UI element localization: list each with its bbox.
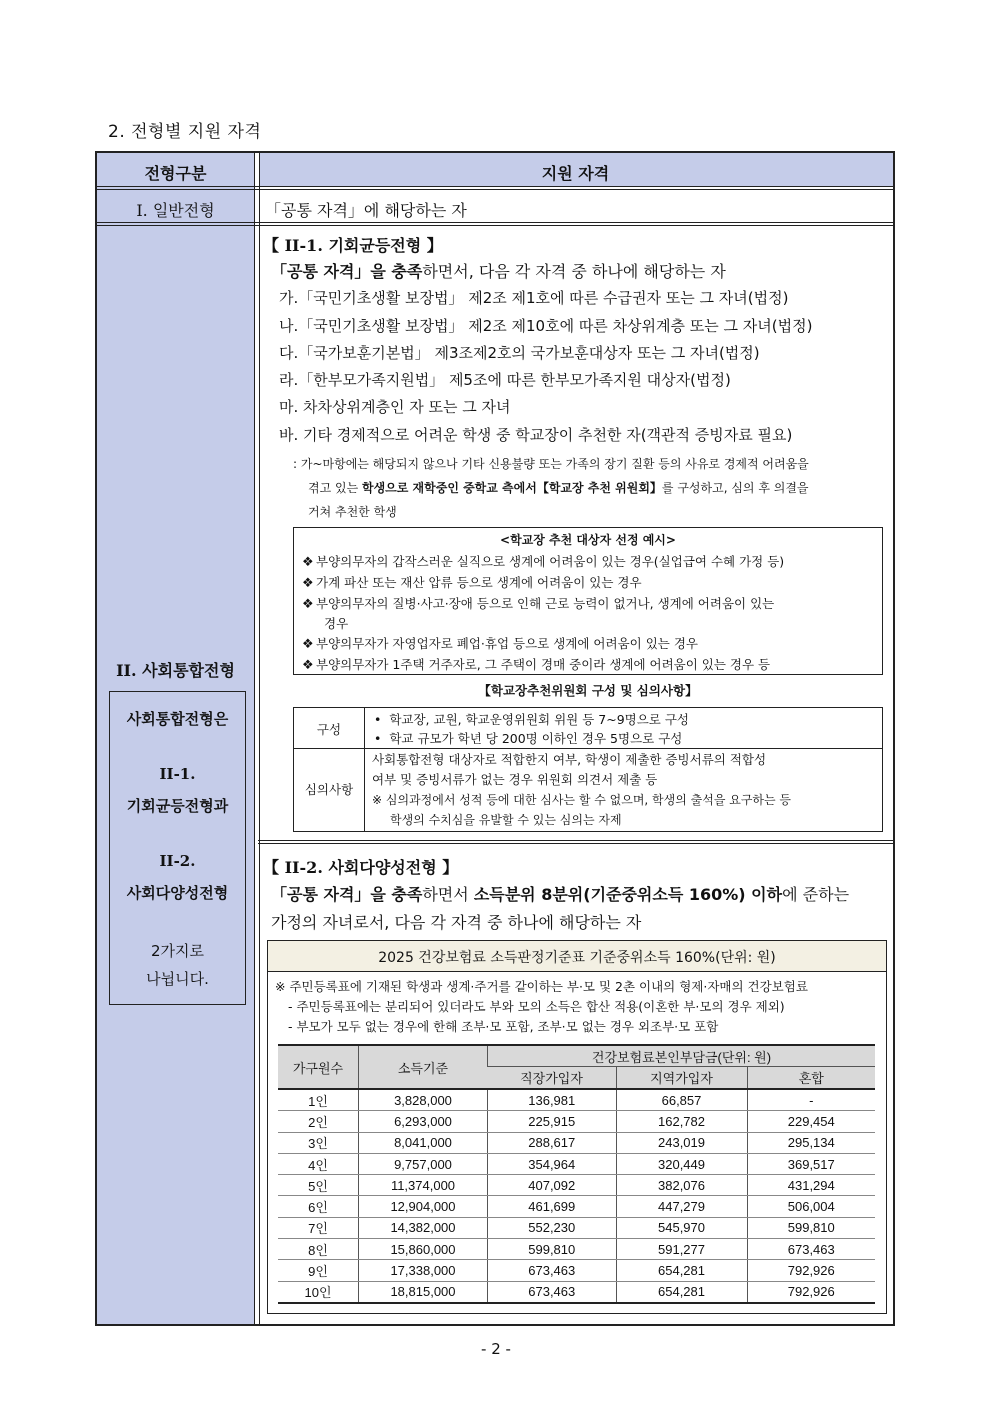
example-item-cont: 경우 (324, 616, 349, 631)
diversity-title: 【 II-2. 사회다양성전형 】 (263, 858, 459, 877)
income-table-row (278, 1132, 875, 1153)
income-table-cell: 243,019 (616, 1132, 747, 1153)
committee-composition-label: 구성 (316, 722, 342, 737)
committee-composition-item: • 학교장, 교원, 학교운영위원회 위원 등 7~9명으로 구성 (374, 712, 689, 727)
diversity-intro-line2: 가정의 자녀로서, 다음 각 자격 중 하나에 해당하는 자 (271, 913, 642, 932)
social-note-box (109, 691, 246, 1005)
income-col-employee: 직장가입자 (488, 1067, 617, 1089)
income-table-cell: 673,463 (488, 1281, 617, 1303)
income-col-income: 소득기준 (359, 1045, 488, 1089)
example-item: ❖ 가계 파산 또는 재산 압류 등으로 생계에 어려움이 있는 경우 (302, 575, 642, 591)
income-table-cell: 673,463 (747, 1239, 875, 1260)
income-table-cell: 4인 (278, 1153, 359, 1174)
income-table-cell: 295,134 (747, 1132, 875, 1153)
opportunity-item: 라.「한부모가족지원법」 제5조에 따른 한부모가족지원 대상자(법정) (279, 371, 731, 389)
income-table-cell: 8,041,000 (359, 1132, 488, 1153)
income-table-cell: 5인 (278, 1175, 359, 1196)
income-table-row (278, 1196, 875, 1217)
income-table-row (278, 1260, 875, 1281)
opportunity-item: 마. 차차상위계층인 자 또는 그 자녀 (279, 398, 511, 416)
income-table-cell: 461,699 (488, 1196, 617, 1217)
general-content: 「공통 자격」에 해당하는 자 (265, 201, 467, 220)
header-divider (97, 186, 893, 190)
example-item: ❖ 부양의무자의 갑작스러운 실직으로 생계에 어려움이 있는 경우(실업급여 수혜 가정 등) (302, 554, 785, 570)
income-table-cell: 9,757,000 (359, 1153, 488, 1174)
social-note-line1: 사회통합전형은 (126, 710, 229, 728)
examples-title: <학교장 추천 대상자 선정 예시> (500, 533, 676, 547)
income-table-cell: 792,926 (747, 1281, 875, 1303)
income-note: - 주민등록표에는 분리되어 있더라도 부와 모의 소득은 합산 적용(이혼한 부·모의 경우 제외) (288, 999, 785, 1014)
income-table-cell: 225,915 (488, 1111, 617, 1132)
social-note-line4: II-2. (159, 852, 196, 870)
committee-review-line1: 사회통합전형 대상자로 적합한지 여부, 학생이 제출한 증빙서류의 적합성 (372, 752, 767, 767)
social-note-line6: 2가지로 (150, 942, 204, 960)
diamond-bullet-icon: ❖ (302, 576, 314, 591)
page-number: - 2 - (481, 1340, 511, 1358)
income-table-cell: 407,092 (488, 1175, 617, 1196)
diversity-intro-part4: 에 준하는 (782, 885, 850, 904)
committee-row-divider (294, 748, 882, 749)
opportunity-item: 다.「국가보훈기본법」 제3조제2호의 국가보훈대상자 또는 그 자녀(법정) (279, 344, 760, 362)
income-table-cell: 9인 (278, 1260, 359, 1281)
income-col-regional: 지역가입자 (616, 1067, 747, 1089)
diamond-bullet-icon: ❖ (302, 555, 314, 570)
header-col1: 전형구분 (144, 164, 207, 183)
diversity-intro-part3: 소득분위 8분위(기준중위소득 160%) 이하 (473, 885, 783, 904)
income-table-cell: 545,970 (616, 1217, 747, 1238)
committee-review-label: 심의사항 (304, 782, 354, 797)
income-table-cell: 382,076 (616, 1175, 747, 1196)
income-table-cell: 599,810 (488, 1239, 617, 1260)
general-divider (97, 222, 893, 226)
opportunity-intro (271, 259, 726, 282)
general-label: I. 일반전형 (136, 201, 215, 220)
committee-composition-item: • 학교 규모가 학년 당 200명 이하인 경우 5명으로 구성 (374, 731, 683, 746)
income-table-cell: 6,293,000 (359, 1111, 488, 1132)
income-table-cell: 11,374,000 (359, 1175, 488, 1196)
income-col-mixed: 혼합 (747, 1067, 875, 1089)
opportunity-intro-bold: 「공통 자격」을 충족 (271, 262, 423, 281)
opportunity-note-line3: 거쳐 추천한 학생 (308, 505, 397, 519)
income-table-row (278, 1153, 875, 1174)
income-table-cell: 7인 (278, 1217, 359, 1238)
income-table-cell: 320,449 (616, 1153, 747, 1174)
income-table-cell: 552,230 (488, 1217, 617, 1238)
opportunity-intro-rest: 하면서, 다음 각 자격 중 하나에 해당하는 자 (422, 262, 726, 281)
header-col2: 지원 자격 (541, 164, 610, 183)
income-table-cell: 3인 (278, 1132, 359, 1153)
income-table-cell: - (747, 1089, 875, 1111)
income-table-cell: 447,279 (616, 1196, 747, 1217)
opportunity-divider (258, 840, 893, 844)
note-line2-c: 를 구성하고, 심의 후 의결을 (661, 481, 809, 495)
income-table-cell: 15,860,000 (359, 1239, 488, 1260)
income-table-cell: 162,782 (616, 1111, 747, 1132)
social-note-line2: II-1. (159, 765, 196, 783)
opportunity-item: 바. 기타 경제적으로 어려운 학생 중 학교장이 추천한 자(객관적 증빙자료 필요) (279, 426, 793, 444)
committee-review-line4: 학생의 수치심을 유발할 수 있는 심의는 자제 (390, 813, 622, 827)
income-table-cell: 506,004 (747, 1196, 875, 1217)
income-col-group: 건강보험료본인부담금(단위: 원) (488, 1045, 876, 1067)
social-note-line7: 나뉩니다. (146, 970, 209, 988)
note-line2-a: 겪고 있는 (308, 481, 362, 495)
income-table-cell: 1인 (278, 1089, 359, 1111)
income-table-cell: 10인 (278, 1281, 359, 1303)
column-divider (254, 153, 260, 1324)
income-table-cell: 229,454 (747, 1111, 875, 1132)
opportunity-title: 【 II-1. 기회균등전형 】 (263, 236, 443, 255)
opportunity-item: 가.「국민기초생활 보장법」 제2조 제1호에 따른 수급권자 또는 그 자녀(법정) (279, 289, 789, 307)
income-table-cell: 12,904,000 (359, 1196, 488, 1217)
income-table-row (278, 1089, 875, 1111)
income-table-row (278, 1175, 875, 1196)
income-table-row (278, 1281, 875, 1303)
income-table-row (278, 1111, 875, 1132)
income-table-cell: 2인 (278, 1111, 359, 1132)
income-table-cell: 14,382,000 (359, 1217, 488, 1238)
income-table-cell: 369,517 (747, 1153, 875, 1174)
income-table-cell: 136,981 (488, 1089, 617, 1111)
income-note: ※ 주민등록표에 기재된 학생과 생계·주거를 같이하는 부·모 및 2촌 이내의 형제·자매의 건강보험료 (275, 979, 808, 994)
social-note-line3: 기회균등전형과 (126, 797, 229, 815)
income-table-cell: 288,617 (488, 1132, 617, 1153)
diversity-intro-line1 (271, 882, 849, 905)
income-table-cell: 654,281 (616, 1281, 747, 1303)
committee-table (293, 707, 883, 832)
income-table-cell: 17,338,000 (359, 1260, 488, 1281)
income-table-cell: 6인 (278, 1196, 359, 1217)
income-table-cell: 8인 (278, 1239, 359, 1260)
committee-review-line3: ※ 심의과정에서 성적 등에 대한 심사는 할 수 없으며, 학생의 출석을 요구하는 등 (372, 793, 791, 807)
income-col-household: 가구원수 (278, 1045, 359, 1089)
diamond-bullet-icon: ❖ (302, 658, 314, 673)
section-title: 2. 전형별 지원 자격 (108, 122, 262, 142)
social-note-line5: 사회다양성전형 (126, 884, 229, 902)
example-item: ❖ 부양의무자가 자영업자로 폐업·휴업 등으로 생계에 어려움이 있는 경우 (302, 636, 698, 652)
opportunity-note-line1: : 가~마항에는 해당되지 않으나 기타 신용불량 또는 가족의 장기 질환 등의 사유로 경제적 어려움을 (293, 457, 809, 471)
income-table-cell: 66,857 (616, 1089, 747, 1111)
opportunity-item: 나.「국민기초생활 보장법」 제2조 제10호에 따른 차상위계층 또는 그 자녀(법정) (279, 317, 813, 335)
income-table-cell: 673,463 (488, 1260, 617, 1281)
income-table-title: 2025 건강보험료 소득판정기준표 기준중위소득 160%(단위: 원) (378, 950, 776, 966)
committee-title: 【학교장추천위원회 구성 및 심의사항】 (478, 683, 698, 698)
diamond-bullet-icon: ❖ (302, 597, 314, 612)
committee-review-line2: 여부 및 증빙서류가 없는 경우 위원회 의견서 제출 등 (372, 772, 658, 787)
diversity-intro-part2: 하면서 (422, 885, 474, 904)
example-item: ❖ 부양의무자가 1주택 거주자로, 그 주택이 경매 중이라 생계에 어려움이 있는 경우 등 (302, 657, 771, 673)
example-item: ❖ 부양의무자의 질병·사고·장애 등으로 인해 근로 능력이 없거나, 생계에 어려움이 있는 (302, 596, 775, 612)
committee-col-divider (364, 708, 365, 831)
income-table-row (278, 1217, 875, 1238)
note-line2-b: 학생으로 재학중인 중학교 측에서【학교장 추천 위원회】 (362, 481, 662, 495)
income-table-cell: 599,810 (747, 1217, 875, 1238)
income-table-cell: 18,815,000 (359, 1281, 488, 1303)
income-table (278, 1044, 875, 1304)
income-table-cell: 654,281 (616, 1260, 747, 1281)
examples-box (293, 527, 883, 675)
income-table-cell: 354,964 (488, 1153, 617, 1174)
income-table-cell: 792,926 (747, 1260, 875, 1281)
diversity-intro-part1: 「공통 자격」을 충족 (271, 885, 423, 904)
income-table-cell: 3,828,000 (359, 1089, 488, 1111)
opportunity-note-line2 (308, 479, 809, 496)
income-table-cell: 591,277 (616, 1239, 747, 1260)
income-table-row (278, 1239, 875, 1260)
income-note: - 부모가 모두 없는 경우에 한해 조부·모 포함, 조부·모 없는 경우 외조부·모 포함 (288, 1019, 719, 1034)
social-label: II. 사회통합전형 (116, 661, 235, 680)
income-table-cell: 431,294 (747, 1175, 875, 1196)
diamond-bullet-icon: ❖ (302, 637, 314, 652)
